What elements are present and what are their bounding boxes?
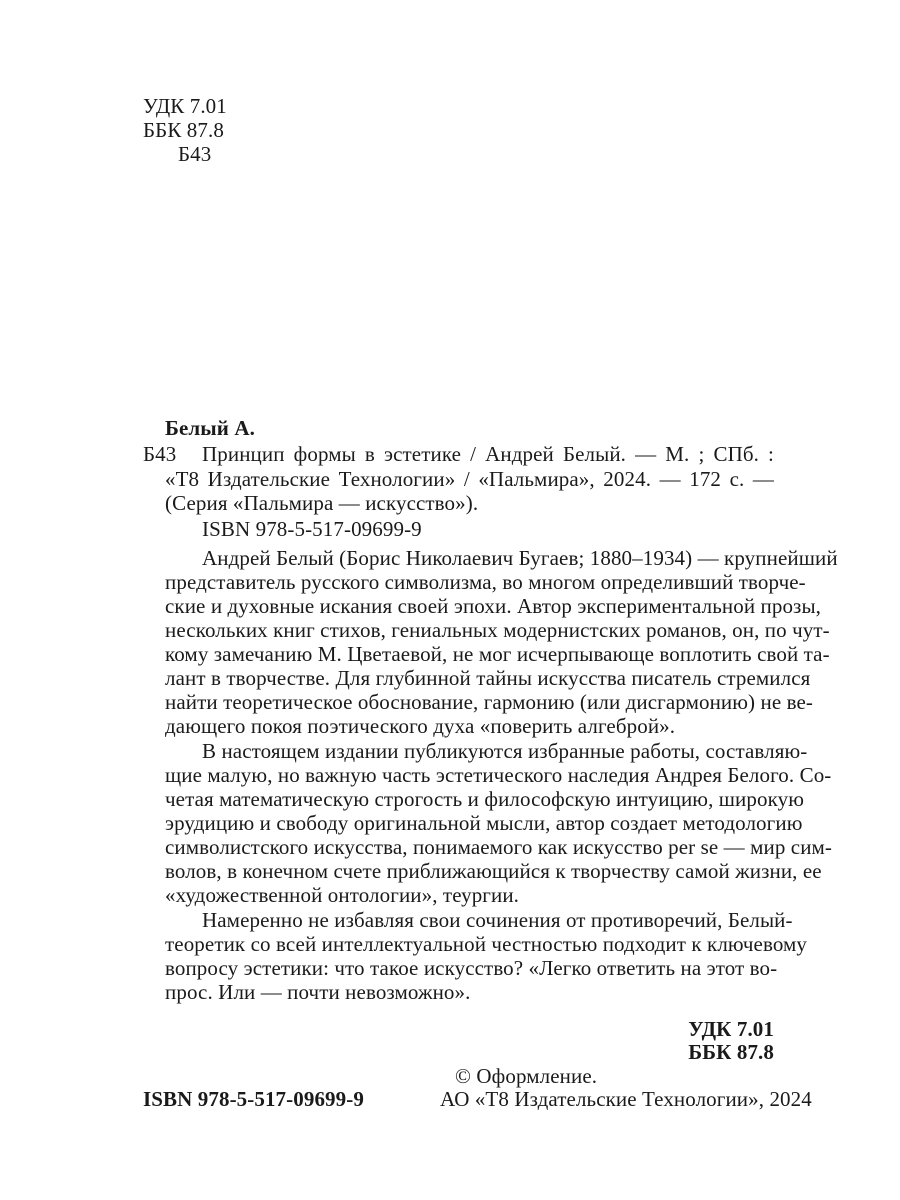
annotation-line: теоретик со всей интеллектуальной честностью подходит к ключевому: [165, 932, 808, 956]
annotation-line: дающего покоя поэтического духа «поверить алгеброй».: [165, 714, 676, 738]
copyright-publisher: АО «Т8 Издательские Технологии», 2024: [440, 1087, 812, 1111]
annotation-line: щие малую, но важную часть эстетического наследия Андрея Белого. Со-: [165, 763, 832, 787]
bottom-bbk-code: ББК 87.8: [688, 1040, 774, 1064]
author-heading: Белый А.: [165, 416, 255, 440]
annotation-line: прос. Или — почти невозможно».: [165, 980, 471, 1004]
annotation-line: найти теоретическое обоснование, гармонию (или дисгармонию) не ве-: [165, 690, 814, 714]
copyright-design: © Оформление.: [455, 1064, 598, 1088]
bottom-udk-code: УДК 7.01: [688, 1017, 774, 1041]
annotation-line: ские и духовные искания своей эпохи. Автор экспериментальной прозы,: [165, 594, 821, 618]
annotation-line: Намеренно не избавляя свои сочинения от противоречий, Белый-: [202, 908, 793, 932]
annotation-line: представитель русского символизма, во многом определивший творче-: [165, 570, 806, 594]
annotation-line: эрудицию и свободу оригинальной мысли, автор создает методологию: [165, 811, 803, 835]
top-udk-code: УДК 7.01: [143, 94, 227, 118]
catalog-description-line: (Серия «Пальмира — искусство»).: [165, 491, 479, 515]
top-author-mark: Б43: [178, 142, 212, 166]
annotation-line: вопросу эстетики: что такое искусство? «Легко ответить на этот во-: [165, 956, 778, 980]
annotation-line: символистского искусства, понимаемого как искусство per se — мир сим-: [165, 835, 833, 859]
catalog-isbn: ISBN 978-5-517-09699-9: [202, 517, 422, 541]
footer-isbn: ISBN 978-5-517-09699-9: [143, 1087, 364, 1111]
annotation-line: В настоящем издании публикуются избранные работы, составляю-: [202, 739, 808, 763]
top-bbk-code: ББК 87.8: [143, 118, 224, 142]
annotation-line: «художественной онтологии», теургии.: [165, 883, 520, 907]
annotation-line: четая математическую строгость и философскую интуицию, широкую: [165, 787, 804, 811]
annotation-line: лант в творчестве. Для глубинной тайны искусства писатель стремился: [165, 666, 811, 690]
annotation-line: Андрей Белый (Борис Николаевич Бугаев; 1880–1934) — крупнейший: [202, 546, 838, 570]
catalog-description-line: «Т8 Издательские Технологии» / «Пальмира», 2024. — 172 с. —: [165, 467, 774, 491]
annotation-line: нескольких книг стихов, гениальных модернистских романов, он, по чут-: [165, 618, 830, 642]
annotation-line: кому замечанию М. Цветаевой, не мог исчерпывающе воплотить свой та-: [165, 642, 830, 666]
catalog-description-line: Принцип формы в эстетике / Андрей Белый. — М. ; СПб. :: [202, 442, 774, 466]
catalog-author-mark: Б43: [143, 442, 177, 466]
annotation-line: волов, в конечном счете приближающийся к творчеству самой жизни, ее: [165, 859, 822, 883]
